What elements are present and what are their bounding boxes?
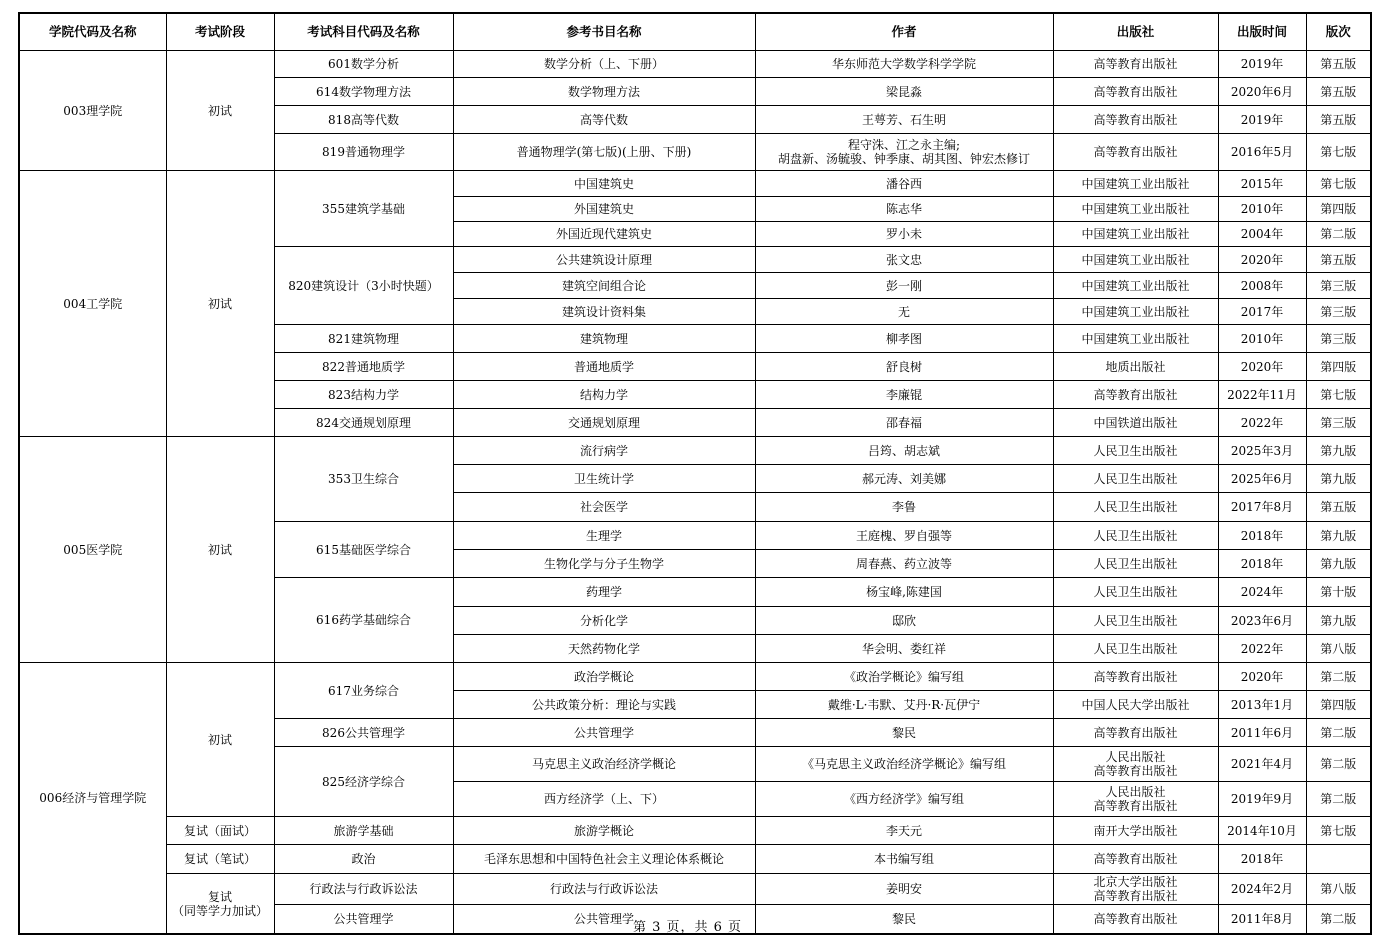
cell-subject: 617业务综合: [274, 663, 453, 719]
cell-publish-date: 2020年6月: [1218, 78, 1306, 106]
cell-publisher: 中国建筑工业出版社: [1053, 222, 1218, 247]
table-row: [19, 817, 1371, 845]
cell-book-title: 外国建筑史: [453, 197, 755, 222]
cell-edition: 第四版: [1306, 197, 1371, 222]
cell-book-title: 药理学: [453, 578, 755, 607]
cell-book-title: 外国近现代建筑史: [453, 222, 755, 247]
cell-publisher: 人民卫生出版社: [1053, 465, 1218, 493]
cell-publish-date: 2017年8月: [1218, 493, 1306, 522]
cell-subject: 818高等代数: [274, 106, 453, 134]
header-college: 学院代码及名称: [19, 13, 166, 51]
cell-publisher: 人民卫生出版社: [1053, 578, 1218, 607]
cell-publisher: 中国建筑工业出版社: [1053, 273, 1218, 299]
cell-publish-date: 2010年: [1218, 325, 1306, 353]
cell-publish-date: 2025年6月: [1218, 465, 1306, 493]
cell-publisher: 高等教育出版社: [1053, 106, 1218, 134]
cell-publish-date: 2015年: [1218, 171, 1306, 197]
cell-college: 005医学院: [19, 437, 166, 663]
cell-publisher: 人民卫生出版社: [1053, 635, 1218, 663]
cell-author: 邸欣: [755, 607, 1053, 635]
cell-author: 华东师范大学数学科学学院: [755, 51, 1053, 78]
cell-edition: 第七版: [1306, 134, 1371, 171]
header-author: 作者: [755, 13, 1053, 51]
cell-publisher: 人民卫生出版社: [1053, 437, 1218, 465]
cell-book-title: 公共政策分析：理论与实践: [453, 691, 755, 719]
cell-author: 舒良树: [755, 353, 1053, 381]
table-row: [19, 437, 1371, 465]
cell-publish-date: 2016年5月: [1218, 134, 1306, 171]
cell-publisher: 地质出版社: [1053, 353, 1218, 381]
cell-subject: 824交通规划原理: [274, 409, 453, 437]
cell-publish-date: 2023年6月: [1218, 607, 1306, 635]
cell-edition: 第五版: [1306, 247, 1371, 273]
cell-publish-date: 2018年: [1218, 550, 1306, 578]
cell-publisher: 人民出版社 高等教育出版社: [1053, 747, 1218, 782]
cell-exam-stage: 复试（面试）: [166, 817, 274, 845]
cell-edition: 第五版: [1306, 78, 1371, 106]
cell-college: 003理学院: [19, 51, 166, 171]
cell-author: 彭一刚: [755, 273, 1053, 299]
cell-publisher: 高等教育出版社: [1053, 51, 1218, 78]
cell-author: 姜明安: [755, 874, 1053, 905]
cell-author: 《马克思主义政治经济学概论》编写组: [755, 747, 1053, 782]
cell-subject: 353卫生综合: [274, 437, 453, 522]
cell-author: 黎民: [755, 905, 1053, 935]
cell-edition: 第七版: [1306, 817, 1371, 845]
cell-subject: 826公共管理学: [274, 719, 453, 747]
cell-publisher: 高等教育出版社: [1053, 845, 1218, 874]
cell-edition: 第二版: [1306, 782, 1371, 817]
cell-author: 黎民: [755, 719, 1053, 747]
cell-book-title: 旅游学概论: [453, 817, 755, 845]
cell-publish-date: 2004年: [1218, 222, 1306, 247]
cell-subject: 823结构力学: [274, 381, 453, 409]
cell-book-title: 社会医学: [453, 493, 755, 522]
cell-publish-date: 2022年: [1218, 409, 1306, 437]
cell-edition: 第二版: [1306, 747, 1371, 782]
cell-publish-date: 2014年10月: [1218, 817, 1306, 845]
cell-publisher: 人民卫生出版社: [1053, 550, 1218, 578]
cell-exam-stage: 初试: [166, 51, 274, 171]
cell-edition: 第二版: [1306, 905, 1371, 935]
cell-exam-stage: 复试（笔试）: [166, 845, 274, 874]
cell-author: 郝元涛、刘美娜: [755, 465, 1053, 493]
cell-publisher: 人民卫生出版社: [1053, 493, 1218, 522]
cell-edition: 第九版: [1306, 607, 1371, 635]
cell-edition: 第九版: [1306, 550, 1371, 578]
cell-edition: 第七版: [1306, 381, 1371, 409]
cell-book-title: 数学分析（上、下册）: [453, 51, 755, 78]
header-row: [19, 13, 1371, 51]
cell-subject: 355建筑学基础: [274, 171, 453, 247]
cell-publisher: 高等教育出版社: [1053, 134, 1218, 171]
cell-book-title: 分析化学: [453, 607, 755, 635]
cell-edition: 第五版: [1306, 106, 1371, 134]
header-publish-date: 出版时间: [1218, 13, 1306, 51]
cell-book-title: 卫生统计学: [453, 465, 755, 493]
cell-subject: 616药学基础综合: [274, 578, 453, 663]
cell-publisher: 中国铁道出版社: [1053, 409, 1218, 437]
cell-publish-date: 2011年6月: [1218, 719, 1306, 747]
cell-college: 006经济与管理学院: [19, 663, 166, 935]
cell-publisher: 南开大学出版社: [1053, 817, 1218, 845]
cell-edition: 第五版: [1306, 493, 1371, 522]
cell-publisher: 高等教育出版社: [1053, 381, 1218, 409]
cell-book-title: 政治学概论: [453, 663, 755, 691]
cell-book-title: 天然药物化学: [453, 635, 755, 663]
table-row: [19, 51, 1371, 78]
cell-author: 李鲁: [755, 493, 1053, 522]
cell-book-title: 普通地质学: [453, 353, 755, 381]
cell-publisher: 北京大学出版社 高等教育出版社: [1053, 874, 1218, 905]
cell-edition: 第九版: [1306, 522, 1371, 550]
cell-exam-stage: 初试: [166, 437, 274, 663]
reference-books-table-container: [18, 12, 1370, 935]
header-publisher: 出版社: [1053, 13, 1218, 51]
cell-author: 柳孝图: [755, 325, 1053, 353]
cell-publisher: 中国建筑工业出版社: [1053, 325, 1218, 353]
cell-book-title: 马克思主义政治经济学概论: [453, 747, 755, 782]
cell-publish-date: 2013年1月: [1218, 691, 1306, 719]
cell-subject: 601数学分析: [274, 51, 453, 78]
cell-edition: 第八版: [1306, 635, 1371, 663]
cell-publisher: 中国建筑工业出版社: [1053, 171, 1218, 197]
cell-publish-date: 2019年: [1218, 51, 1306, 78]
cell-exam-stage: 初试: [166, 663, 274, 817]
table-row: [19, 663, 1371, 691]
cell-publish-date: 2020年: [1218, 247, 1306, 273]
cell-author: 李廉锟: [755, 381, 1053, 409]
cell-author: 李天元: [755, 817, 1053, 845]
cell-subject: 政治: [274, 845, 453, 874]
cell-book-title: 数学物理方法: [453, 78, 755, 106]
header-exam-stage: 考试阶段: [166, 13, 274, 51]
cell-college: 004工学院: [19, 171, 166, 437]
cell-book-title: 西方经济学（上、下）: [453, 782, 755, 817]
cell-publish-date: 2020年: [1218, 663, 1306, 691]
cell-book-title: 生理学: [453, 522, 755, 550]
cell-author: 王萼芳、石生明: [755, 106, 1053, 134]
cell-book-title: 公共管理学: [453, 905, 755, 935]
cell-author: 周春燕、药立波等: [755, 550, 1053, 578]
cell-publish-date: 2021年4月: [1218, 747, 1306, 782]
cell-subject: 825经济学综合: [274, 747, 453, 817]
cell-publisher: 人民出版社 高等教育出版社: [1053, 782, 1218, 817]
cell-publisher: 中国建筑工业出版社: [1053, 247, 1218, 273]
cell-subject: 旅游学基础: [274, 817, 453, 845]
cell-book-title: 高等代数: [453, 106, 755, 134]
cell-author: 程守洙、江之永主编; 胡盘新、汤毓骏、钟季康、胡其图、钟宏杰修订: [755, 134, 1053, 171]
table-row: [19, 874, 1371, 905]
cell-publisher: 人民卫生出版社: [1053, 607, 1218, 635]
cell-author: 王庭槐、罗自强等: [755, 522, 1053, 550]
cell-publisher: 高等教育出版社: [1053, 78, 1218, 106]
cell-publisher: 中国人民大学出版社: [1053, 691, 1218, 719]
cell-subject: 820建筑设计（3小时快题）: [274, 247, 453, 325]
cell-publish-date: 2018年: [1218, 845, 1306, 874]
cell-edition: 第十版: [1306, 578, 1371, 607]
cell-book-title: 结构力学: [453, 381, 755, 409]
cell-exam-stage: 复试 （同等学力加试）: [166, 874, 274, 935]
cell-author: 无: [755, 299, 1053, 325]
cell-publish-date: 2019年: [1218, 106, 1306, 134]
cell-publish-date: 2022年11月: [1218, 381, 1306, 409]
header-subject: 考试科目代码及名称: [274, 13, 453, 51]
cell-author: 梁昆淼: [755, 78, 1053, 106]
cell-edition: 第七版: [1306, 171, 1371, 197]
cell-edition: 第八版: [1306, 874, 1371, 905]
reference-books-table: [18, 12, 1372, 935]
cell-publisher: 中国建筑工业出版社: [1053, 299, 1218, 325]
cell-edition: 第二版: [1306, 222, 1371, 247]
cell-book-title: 中国建筑史: [453, 171, 755, 197]
cell-publish-date: 2024年: [1218, 578, 1306, 607]
cell-publisher: 高等教育出版社: [1053, 719, 1218, 747]
table-row: [19, 845, 1371, 874]
cell-edition: [1306, 845, 1371, 874]
cell-publish-date: 2024年2月: [1218, 874, 1306, 905]
cell-author: 邵春福: [755, 409, 1053, 437]
cell-publish-date: 2019年9月: [1218, 782, 1306, 817]
cell-edition: 第三版: [1306, 299, 1371, 325]
cell-book-title: 生物化学与分子生物学: [453, 550, 755, 578]
cell-book-title: 毛泽东思想和中国特色社会主义理论体系概论: [453, 845, 755, 874]
cell-book-title: 建筑物理: [453, 325, 755, 353]
cell-author: 《政治学概论》编写组: [755, 663, 1053, 691]
cell-author: 杨宝峰,陈建国: [755, 578, 1053, 607]
cell-edition: 第四版: [1306, 353, 1371, 381]
cell-subject: 822普通地质学: [274, 353, 453, 381]
cell-publisher: 高等教育出版社: [1053, 663, 1218, 691]
cell-author: 罗小未: [755, 222, 1053, 247]
cell-author: 张文忠: [755, 247, 1053, 273]
cell-author: 本书编写组: [755, 845, 1053, 874]
cell-exam-stage: 初试: [166, 171, 274, 437]
cell-book-title: 建筑设计资料集: [453, 299, 755, 325]
cell-publish-date: 2025年3月: [1218, 437, 1306, 465]
page-number: 第 3 页，共 6 页: [632, 920, 743, 935]
cell-publish-date: 2018年: [1218, 522, 1306, 550]
cell-edition: 第二版: [1306, 719, 1371, 747]
cell-subject: 821建筑物理: [274, 325, 453, 353]
cell-author: 戴维·L·韦默、艾丹·R·瓦伊宁: [755, 691, 1053, 719]
cell-subject: 614数学物理方法: [274, 78, 453, 106]
header-book-title: 参考书目名称: [453, 13, 755, 51]
cell-subject: 615基础医学综合: [274, 522, 453, 578]
cell-book-title: 公共管理学: [453, 719, 755, 747]
cell-subject: 公共管理学: [274, 905, 453, 935]
cell-edition: 第三版: [1306, 409, 1371, 437]
cell-publish-date: 2020年: [1218, 353, 1306, 381]
cell-subject: 行政法与行政诉讼法: [274, 874, 453, 905]
cell-publish-date: 2022年: [1218, 635, 1306, 663]
cell-author: 陈志华: [755, 197, 1053, 222]
cell-book-title: 交通规划原理: [453, 409, 755, 437]
cell-book-title: 流行病学: [453, 437, 755, 465]
cell-publisher: 高等教育出版社: [1053, 905, 1218, 935]
cell-publisher: 人民卫生出版社: [1053, 522, 1218, 550]
cell-author: 《西方经济学》编写组: [755, 782, 1053, 817]
cell-author: 华会明、娄红祥: [755, 635, 1053, 663]
cell-edition: 第四版: [1306, 691, 1371, 719]
cell-publish-date: 2010年: [1218, 197, 1306, 222]
table-row: [19, 171, 1371, 197]
cell-subject: 819普通物理学: [274, 134, 453, 171]
cell-publish-date: 2008年: [1218, 273, 1306, 299]
cell-edition: 第三版: [1306, 325, 1371, 353]
cell-edition: 第二版: [1306, 663, 1371, 691]
cell-book-title: 行政法与行政诉讼法: [453, 874, 755, 905]
cell-edition: 第五版: [1306, 51, 1371, 78]
cell-publish-date: 2011年8月: [1218, 905, 1306, 935]
cell-edition: 第九版: [1306, 437, 1371, 465]
cell-author: 潘谷西: [755, 171, 1053, 197]
cell-publish-date: 2017年: [1218, 299, 1306, 325]
cell-edition: 第三版: [1306, 273, 1371, 299]
cell-publisher: 中国建筑工业出版社: [1053, 197, 1218, 222]
cell-book-title: 普通物理学(第七版)(上册、下册): [453, 134, 755, 171]
cell-edition: 第九版: [1306, 465, 1371, 493]
cell-book-title: 建筑空间组合论: [453, 273, 755, 299]
cell-book-title: 公共建筑设计原理: [453, 247, 755, 273]
header-edition: 版次: [1306, 13, 1371, 51]
cell-author: 吕筠、胡志斌: [755, 437, 1053, 465]
